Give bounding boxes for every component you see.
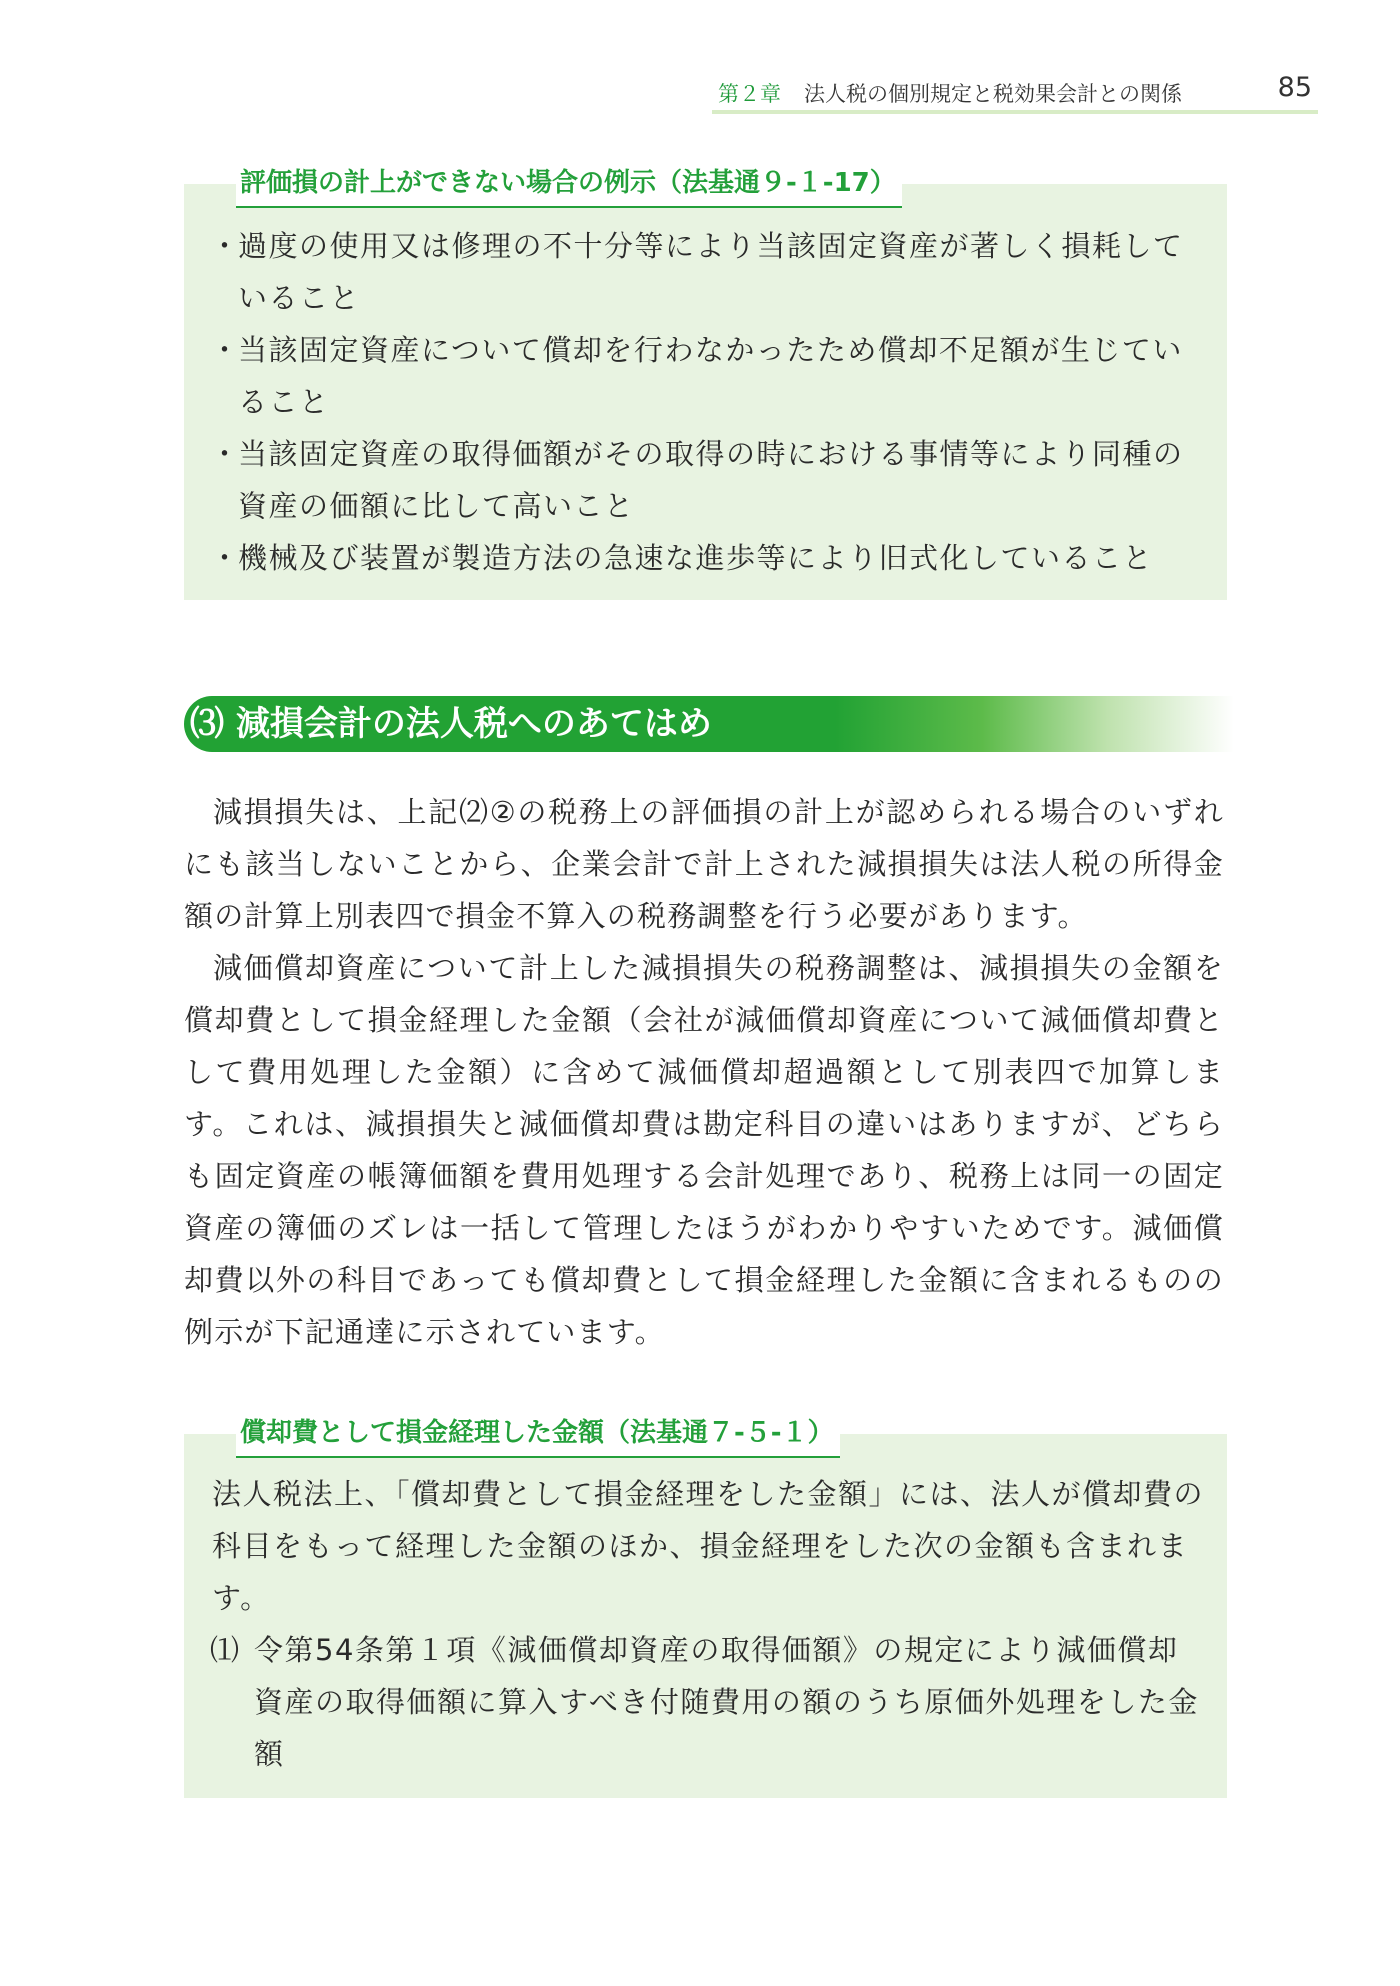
running-header xyxy=(712,70,1318,114)
body-text xyxy=(184,786,1224,1358)
bullet-mark: ・ xyxy=(210,229,241,263)
example-bullet-list xyxy=(210,220,1210,584)
body-paragraph: 減価償却資産について計上した減損損失の税務調整は、減損損失の金額を償却費として損金経理した金額（会社が減価償却資産について減価償却費として費用処理した金額）に含めて減価償却超過額として別表四で加算します。これは、減損損失と減価償却費は勘定科目の違いはありますが、どちらも固定資産の帳簿価額を費用処理する会計処理であり、税務上は同一の固定資産の簿価のズレは一括して管理したほうがわかりやすいためです。減価償却費以外の科目であっても償却費として損金経理した金額に含まれるものの例示が下記通達に示されています。 xyxy=(184,951,1224,1349)
list-item xyxy=(210,428,1210,532)
list-item-text: 当該固定資産について償却を行わなかったため償却不足額が生じていること xyxy=(238,333,1183,419)
list-item-text: 機械及び装置が製造方法の急速な進歩等により旧式化していること xyxy=(238,541,1154,575)
page-number: 85 xyxy=(1277,72,1312,103)
chapter-label: 第２章 xyxy=(718,82,781,106)
depreciation-box-item xyxy=(210,1624,1204,1780)
list-item-text: 過度の使用又は修理の不十分等により当該固定資産が著しく損耗していること xyxy=(238,229,1184,315)
list-item xyxy=(210,220,1210,324)
depreciation-box-title: 償却費として損金経理した金額（法基通７-５-１） xyxy=(236,1414,840,1458)
bullet-mark: ・ xyxy=(210,541,241,575)
section-heading: ⑶ 減損会計の法人税へのあてはめ xyxy=(190,704,712,744)
list-item xyxy=(210,324,1210,428)
depreciation-box-paragraph: 法人税法上、「償却費として損金経理をした金額」には、法人が償却費の科目をもって経理した金額のほか、損金経理をした次の金額も含まれます。 xyxy=(212,1477,1205,1615)
chapter-title: 法人税の個別規定と税効果会計との関係 xyxy=(804,82,1182,106)
bullet-mark: ・ xyxy=(210,333,241,367)
list-item-text: 当該固定資産の取得価額がその取得の時における事情等により同種の資産の価額に比して高いこと xyxy=(238,437,1184,523)
body-paragraph: 減損損失は、上記⑵②の税務上の評価損の計上が認められる場合のいずれにも該当しないことから、企業会計で計上された減損損失は法人税の所得金額の計算上別表四で損金不算入の税務調整を行う必要があります。 xyxy=(184,795,1224,933)
item-text: 令第54条第１項《減価償却資産の取得価額》の規定により減価償却資産の取得価額に算入すべき付随費用の額のうち原価外処理をした金額 xyxy=(254,1633,1199,1771)
list-item xyxy=(210,532,1210,584)
item-number: ⑴ xyxy=(210,1633,241,1667)
bullet-mark: ・ xyxy=(210,437,241,471)
example-box-title: 評価損の計上ができない場合の例示（法基通９-１-17） xyxy=(236,164,902,208)
